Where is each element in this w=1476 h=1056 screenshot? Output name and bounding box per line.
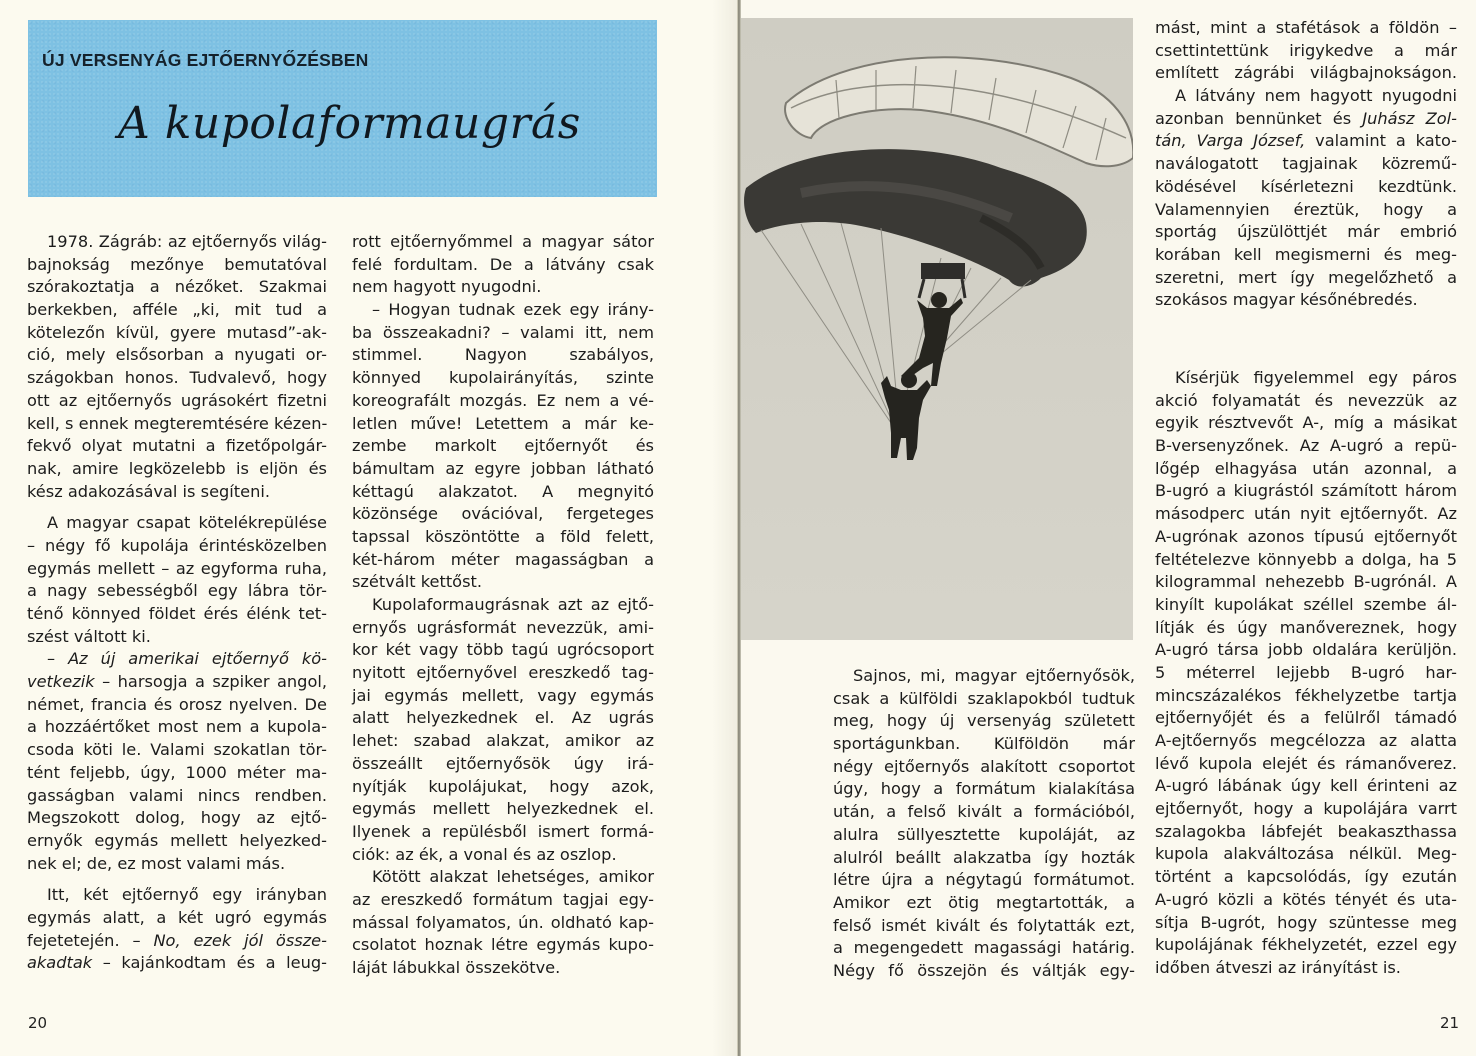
text-line: mincszázalékos fékhelyzetbe tartja <box>1155 685 1457 705</box>
text-line: berkekben, afféle „ki, mit tud a <box>27 300 327 320</box>
text-line: Itt, két ejtőernyő egy irányban <box>47 885 327 905</box>
text-line: azonban bennünket és Juhász Zol- <box>1155 108 1457 128</box>
text-line: ejtőernyőjét és a felülről támadó <box>1155 708 1457 728</box>
text-line: után, a felső kivált a formációból, <box>833 802 1135 822</box>
text-line: stimmel. Nagyon szabályos, <box>352 345 654 365</box>
text-line: csak a külföldi szaklapokból tudtuk <box>833 688 1135 708</box>
text-line: kötelezőn kívül, gyere mutasd”-ak- <box>27 322 327 342</box>
text-line: B-ugró a kiugrástól számított három <box>1155 481 1457 501</box>
text-line: ciók: az ék, a vonal és az oszlop. <box>352 844 617 864</box>
text-line: említett zágrábi világbajnokságon. <box>1155 63 1457 83</box>
text-line: Kupolaformaugrásnak azt az ejtő- <box>372 595 654 614</box>
text-line: B-versenyzőnek. Az A-ugró a repü- <box>1155 436 1457 456</box>
text-line: tán, Varga József, valamint a kato- <box>1155 131 1458 151</box>
text-line: ködésével kísérletezni kezdtünk. <box>1155 176 1457 196</box>
text-line: az ereszkedő formátum tagjai egy- <box>352 889 654 909</box>
text-line: ernyős ugrásformát nevezzük, ami- <box>352 617 654 637</box>
text-line: A-ugró lábának úgy kell érinteni az <box>1155 776 1457 796</box>
text-column-4-top <box>1155 17 1457 312</box>
text-line: kinyílt kupolákat széllel szembe ál- <box>1155 594 1457 614</box>
text-line: egyik résztvevőt A-, míg a másikat <box>1155 413 1457 433</box>
text-line: Ilyenek a repülésből ismert formá- <box>352 821 654 841</box>
text-line: sportág újszülöttjét már embrió <box>1155 222 1457 242</box>
text-line: Amikor ezt ötig megtartották, a <box>833 892 1135 912</box>
text-line: kilogrammal nehezebb B-ugrónál. A <box>1155 572 1457 592</box>
text-line: felső ismét kivált és folytatták ezt, <box>833 915 1135 935</box>
text-line: nem hagyott nyugodni. <box>352 277 542 297</box>
text-line: fejetetején. – No, ezek jól össze- <box>27 930 327 950</box>
text-column-2 <box>352 231 654 980</box>
parachute-photo-icon <box>741 18 1133 640</box>
text-line: A-ugró közli a kötés tényét és uta- <box>1155 889 1457 909</box>
text-line: naválogatott tagjainak közremű- <box>1155 154 1457 174</box>
text-line: egymás mellett – az egyforma ruha, <box>27 558 327 578</box>
text-line: mással folyamatos, ún. oldható kap- <box>352 912 654 932</box>
text-line: szokásos magyar későnébredés. <box>1155 290 1418 310</box>
text-line: ernyők egymás mellett helyezked- <box>27 830 327 850</box>
text-line: lítják és úgy manővereznek, hogy <box>1155 617 1457 637</box>
text-line: ba összeakadni? – valami itt, nem <box>352 322 654 342</box>
text-line: alulról beállt alakzatba így hozták <box>833 847 1135 867</box>
text-line: alatt helyezkednek el. Az ugrás <box>352 708 654 728</box>
text-line: kupolájának fékhelyzetét, ezzel egy <box>1155 935 1457 955</box>
text-line: Négy fő összejön és váltják egy- <box>833 960 1135 980</box>
text-line: – négy fő kupolája érintésközelben <box>27 535 327 555</box>
text-line: időben átveszi az irányítást is. <box>1155 957 1401 977</box>
text-line: A látvány nem hagyott nyugodni <box>1175 86 1457 106</box>
article-kicker: ÚJ VERSENYÁG EJTŐERNYŐZÉSBEN <box>42 50 369 70</box>
text-line: könnyed kupolairányítás, szinte <box>352 368 654 388</box>
text-line: egymás mellett helyezkednek el. <box>352 799 654 819</box>
text-line: Valamennyien éreztük, hogy a <box>1155 199 1457 219</box>
text-column-4-bottom <box>1155 367 1457 980</box>
text-line: láját lábukkal összekötve. <box>352 958 561 977</box>
text-line: A magyar csapat kötelékrepülése <box>47 513 327 533</box>
text-line: fekvő olyat mutatni a fizetőpolgár- <box>27 436 327 456</box>
text-line: történt a kapcsolódás, így ezután <box>1155 867 1457 887</box>
text-line: Kötött alakzat lehetséges, amikor <box>372 867 654 887</box>
text-column-1 <box>27 231 327 975</box>
text-line: bámultam az egyre jobban látható <box>352 458 654 478</box>
text-line: két-három méter magasságban a <box>352 549 654 569</box>
text-line: csoda köti le. Valami szokatlan tör- <box>27 740 327 760</box>
text-line: bajnokság mezőnye bemutatóval <box>27 254 327 274</box>
canopy-slider <box>921 263 965 279</box>
text-line: szétvált kettőst. <box>352 572 483 592</box>
text-line: kell, s ennek megteremtésére kézen- <box>27 413 328 433</box>
text-line: szeretni, mert így megelőzhető a <box>1155 267 1457 287</box>
text-line: letlen műve! Letettem a már ke- <box>352 413 654 433</box>
text-line: korában kell megismerni és meg- <box>1155 244 1457 264</box>
text-line: közönsége ovációval, fergeteges <box>352 504 654 524</box>
text-line: A-ugrónak azonos típusú ejtőernyőt <box>1155 526 1457 546</box>
text-line: úgy, hogy a formátum kialakítása <box>833 779 1135 799</box>
text-line: Kísérjük figyelemmel egy páros <box>1175 368 1457 387</box>
text-line: zembe markolt ejtőernyőt és <box>352 436 654 456</box>
text-line: szést váltott ki. <box>27 626 151 646</box>
text-line: meg, hogy új versenyág született <box>833 711 1135 731</box>
text-line: akció folyamatát és nevezzük az <box>1155 390 1457 410</box>
text-line: akadtak – kajánkodtam és a leug- <box>27 953 327 973</box>
text-line: mást, mint a stafétások a földön – <box>1155 18 1457 37</box>
text-line: kupola alakváltozása nélkül. Meg- <box>1155 844 1457 864</box>
text-line: vetkezik – harsogja a szpiker angol, <box>27 672 327 692</box>
text-line: ejtőernyőt, hogy a kupolájára varrt <box>1155 799 1457 819</box>
text-line: nyítják kupolájukat, hogy azok, <box>352 776 654 796</box>
text-line: szórakoztatja a nézőket. Szakmai <box>27 277 327 297</box>
text-line: feltételezve könnyebb a dolga, ha 5 <box>1155 549 1457 569</box>
text-line: nyitott ejtőernyővel ereszkedő tag- <box>352 663 654 683</box>
text-line: egymás alatt, a két ugró egymás <box>27 907 327 927</box>
text-line: szágokban honos. Tudvalevő, hogy <box>27 368 327 388</box>
article-title: A kupolaformaugrás <box>118 98 581 149</box>
text-line: a hozzáértőket most nem a kupola- <box>27 717 327 737</box>
text-line: német, francia és orosz nyelven. De <box>27 694 327 714</box>
text-line: sportágunkban. Külföldön már <box>833 734 1135 754</box>
text-line: – Az új amerikai ejtőernyő kö- <box>47 649 327 669</box>
text-line: Sajnos, mi, magyar ejtőernyősök, <box>853 666 1135 685</box>
text-line: nak, amire legközelebb is eljön és <box>27 458 327 478</box>
text-line: a megengedett magassági határig. <box>833 938 1135 958</box>
text-line: jai egymás mellett, vagy egymás <box>352 685 654 705</box>
text-line: lehet: szabad alakzat, amikor az <box>352 731 654 751</box>
text-line: kéttagú alakzatot. A megnyitó <box>352 481 654 501</box>
text-line: nek el; de, ez most valami más. <box>27 853 286 873</box>
text-line: ott az ejtőernyős ugrásokért fizetni <box>27 390 327 410</box>
page-number-left: 20 <box>28 1014 48 1032</box>
text-line: ció, mely elsősorban a nyugati or- <box>27 345 327 365</box>
text-line: négy ejtőernyős alakított csoportot <box>833 756 1135 776</box>
article-header <box>28 20 657 197</box>
text-line: alulra süllyesztette kupoláját, az <box>833 824 1135 844</box>
text-line: kész adakozásával is segíteni. <box>27 481 271 501</box>
text-line: gasságban valami nincs rendben. <box>27 785 327 805</box>
text-line: 1978. Zágráb: az ejtőernyős világ- <box>47 232 327 251</box>
parachute-photo <box>741 18 1133 640</box>
text-line: tapssal köszöntötte a föld felett, <box>352 526 654 546</box>
page-number-right: 21 <box>1440 1014 1460 1032</box>
text-line: ténő könnyed földet érés élénk tet- <box>27 604 327 623</box>
text-line: rott ejtőernyőmmel a magyar sátor <box>352 232 654 251</box>
text-line: Megszokott dolog, hogy az ejtő- <box>27 808 327 828</box>
text-line: lőgép elhagyása után azonnal, a <box>1155 458 1457 478</box>
text-line: A-ejtőernyős megcélozza az alatta <box>1155 731 1457 750</box>
text-line: csolatot hoznak létre egymás kupo- <box>352 935 654 955</box>
gutter-shadow <box>712 0 738 1056</box>
text-line: felé fordultam. De a látvány csak <box>352 254 654 274</box>
text-line: másodperc után nyit ejtőernyőt. Az <box>1155 504 1457 524</box>
text-line: összeállt ejtőernyősök úgy irá- <box>352 753 654 773</box>
text-line: csettintettünk irigykedve a már <box>1155 40 1457 60</box>
text-line: kor két vagy több tagú ugrócsoport <box>352 640 654 660</box>
text-line: szalagokba lábfejét beakaszthassa <box>1155 821 1457 841</box>
text-line: sítja B-ugrót, hogy szüntesse meg <box>1155 912 1457 932</box>
text-line: a nagy sebességből egy lábra tör- <box>27 581 327 601</box>
text-column-3 <box>833 665 1135 983</box>
text-line: koreografált mozgás. Ez nem a vé- <box>352 390 654 410</box>
text-line: 5 méterrel lejjebb B-ugró har- <box>1155 662 1457 682</box>
text-line: létre újra a négytagú formátumot. <box>833 870 1135 890</box>
text-line: tént feljebb, úgy, 1000 méter ma- <box>27 762 327 782</box>
text-line: A-ugró társa jobb oldalára kerüljön. <box>1155 640 1457 660</box>
text-line: lévő kupola elejét és rámanőverez. <box>1155 753 1457 773</box>
text-line: – Hogyan tudnak ezek egy irány- <box>372 300 654 320</box>
